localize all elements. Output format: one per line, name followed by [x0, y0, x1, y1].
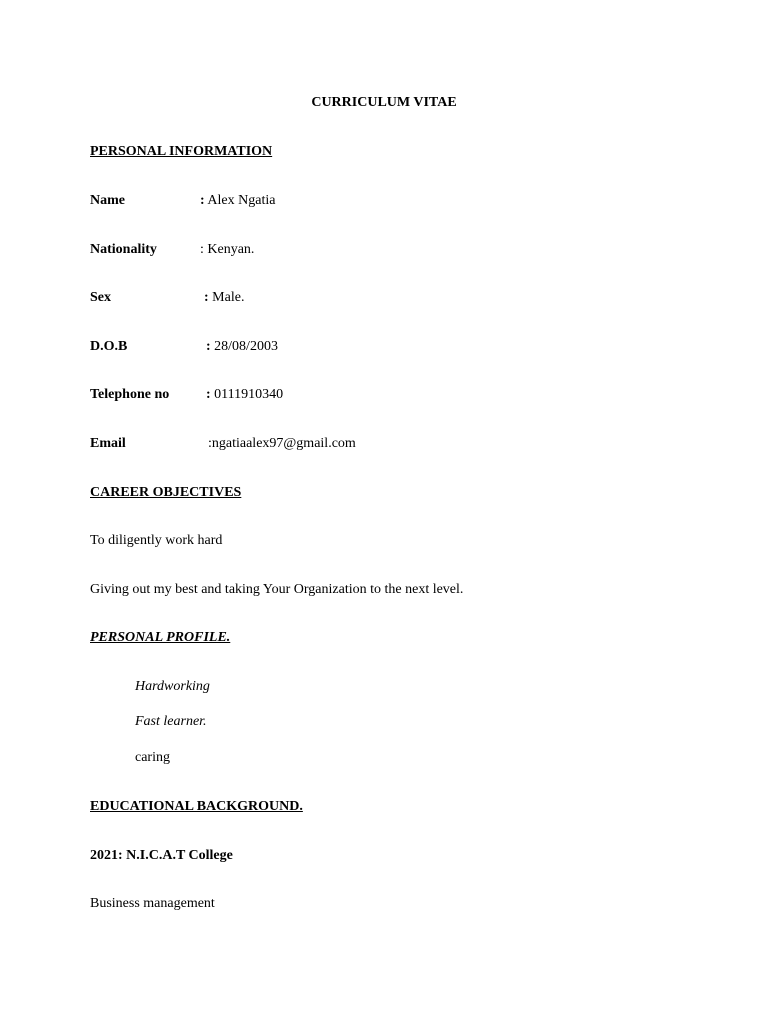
- personal-information-heading: PERSONAL INFORMATION: [90, 144, 273, 159]
- telephone-value-row: [206, 386, 283, 404]
- educational-background-heading: EDUCATIONAL BACKGROUND.: [90, 799, 303, 814]
- sex-colon: :: [204, 290, 209, 305]
- profile-item-fast-learner: Fast learner.: [135, 714, 207, 729]
- email-value-row: [208, 435, 356, 453]
- sex-value: Male.: [208, 290, 245, 305]
- career-objective-line-2: Giving out my best and taking Your Organization to the next level.: [90, 582, 464, 597]
- telephone-value: 0111910340: [210, 387, 284, 402]
- profile-item-caring: caring: [135, 750, 170, 765]
- name-value: Alex Ngatia: [204, 193, 276, 208]
- dob-value-row: [206, 338, 278, 356]
- dob-value: 28/08/2003: [210, 339, 278, 354]
- email-colon: :: [208, 436, 212, 451]
- nationality-value: Kenyan.: [203, 242, 255, 257]
- career-objective-line-1: To diligently work hard: [90, 533, 223, 548]
- dob-colon: :: [206, 339, 211, 354]
- sex-label: Sex: [90, 290, 111, 305]
- document-title: CURRICULUM VITAE: [311, 95, 457, 110]
- education-entry-title: 2021: N.I.C.A.T College: [90, 848, 233, 863]
- career-objectives-heading: CAREER OBJECTIVES: [90, 485, 242, 500]
- telephone-colon: :: [206, 387, 211, 402]
- education-entry-course: Business management: [90, 896, 215, 911]
- sex-value-row: [204, 289, 244, 307]
- nationality-colon: :: [200, 242, 204, 257]
- nationality-label: Nationality: [90, 242, 157, 257]
- telephone-label: Telephone no: [90, 387, 170, 402]
- personal-profile-heading: PERSONAL PROFILE.: [90, 630, 231, 645]
- email-value: ngatiaalex97@gmail.com: [211, 436, 356, 451]
- name-label: Name: [90, 193, 125, 208]
- email-label: Email: [90, 436, 126, 451]
- name-value-row: [200, 192, 275, 210]
- nationality-value-row: [200, 241, 254, 259]
- dob-label: D.O.B: [90, 339, 128, 354]
- name-colon: :: [200, 193, 205, 208]
- profile-item-hardworking: Hardworking: [135, 679, 210, 694]
